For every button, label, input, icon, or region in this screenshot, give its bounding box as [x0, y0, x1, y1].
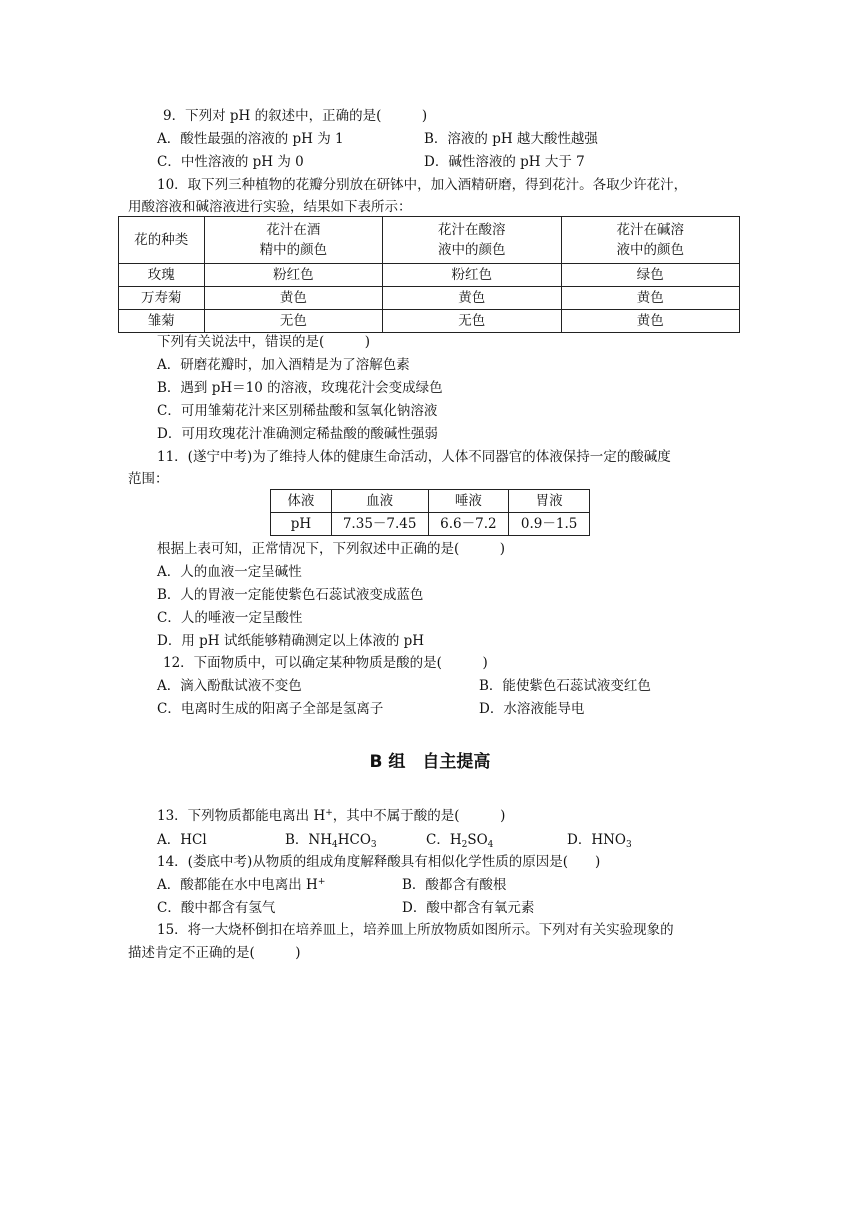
table-cell: 绿色 [561, 264, 739, 287]
table-row [271, 513, 590, 536]
q10-question: 下列有关说法中，错误的是( ) [157, 334, 371, 350]
q13-option-c: C．$H_2SO_4$ [426, 832, 494, 850]
q11-question: 根据上表可知，正常情况下，下列叙述中正确的是( ) [157, 541, 506, 557]
q15-stem-line1: 15．将一大烧杯倒扣在培养皿上，培养皿上所放物质如图所示。下列对有关实验现象的 [157, 922, 674, 938]
table-row [119, 264, 740, 287]
q9-option-b: B．溶液的 pH 越大酸性越强 [424, 131, 598, 147]
q9-option-a: A．酸性最强的溶液的 pH 为 1 [157, 131, 344, 147]
q9-option-c: C．中性溶液的 pH 为 0 [157, 154, 304, 170]
table-cell: 雏菊 [119, 310, 205, 333]
q12-stem: 12．下面物质中，可以确定某种物质是酸的是( ) [163, 655, 488, 671]
table-header-cell: 唾液 [428, 490, 509, 513]
q12-option-a: A．滴入酚酞试液不变色 [157, 678, 302, 694]
flower-color-table [118, 216, 740, 333]
q15-stem-line2: 描述肯定不正确的是( ) [128, 945, 301, 961]
q9-option-d: D．碱性溶液的 pH 大于 7 [424, 154, 585, 170]
table-header-cell: 花的种类 [119, 217, 205, 264]
table-cell: 黄色 [561, 287, 739, 310]
table-cell: 0.9－1.5 [509, 513, 590, 536]
q11-option-a: A．人的血液一定呈碱性 [157, 564, 302, 580]
table-cell: 玫瑰 [119, 264, 205, 287]
q11-option-d: D．用 pH 试纸能够精确测定以上体液的 pH [157, 633, 425, 649]
table-header-cell: 体液 [271, 490, 332, 513]
q13-option-a: A．HCl [157, 832, 207, 848]
q11-option-c: C．人的唾液一定呈酸性 [157, 610, 303, 626]
table-row [119, 287, 740, 310]
q10-stem-line2: 用酸溶液和碱溶液进行实验，结果如下表所示： [128, 199, 412, 215]
table-header-cell: 胃液 [509, 490, 590, 513]
q10-option-b: B．遇到 pH＝10 的溶液，玫瑰花汁会变成绿色 [157, 380, 443, 396]
table-cell: 7.35－7.45 [331, 513, 428, 536]
table-cell: 粉红色 [204, 264, 382, 287]
q12-option-c: C．电离时生成的阳离子全部是氢离子 [157, 701, 384, 717]
table-cell: 黄色 [204, 287, 382, 310]
section-b-heading: B 组 自主提高 [369, 752, 491, 772]
table-header-cell: 花汁在碱溶 液中的颜色 [561, 217, 739, 264]
table-cell: 黄色 [383, 287, 561, 310]
table-cell: 6.6－7.2 [428, 513, 509, 536]
table-cell: 粉红色 [383, 264, 561, 287]
q9-stem: 9．下列对 pH 的叙述中，正确的是( ) [163, 108, 428, 124]
table-header-cell: 花汁在酒 精中的颜色 [204, 217, 382, 264]
q11-stem-line1: 11．(遂宁中考)为了维持人体的健康生命活动，人体不同器官的体液保持一定的酸碱度 [157, 449, 671, 465]
table-row [271, 490, 590, 513]
table-cell: pH [271, 513, 332, 536]
q10-option-c: C．可用雏菊花汁来区别稀盐酸和氢氧化钠溶液 [157, 403, 438, 419]
table-cell: 黄色 [561, 310, 739, 333]
q14-stem: 14．(娄底中考)从物质的组成角度解释酸具有相似化学性质的原因是( ) [157, 854, 601, 870]
q11-stem-line2: 范围： [128, 471, 169, 487]
table-cell: 万寿菊 [119, 287, 205, 310]
q10-option-d: D．可用玫瑰花汁准确测定稀盐酸的酸碱性强弱 [157, 426, 438, 442]
table-row [119, 310, 740, 333]
q12-option-b: B．能使紫色石蕊试液变红色 [479, 678, 651, 694]
table-header-row [119, 217, 740, 264]
q10-option-a: A．研磨花瓣时，加入酒精是为了溶解色素 [157, 357, 410, 373]
table-cell: 无色 [383, 310, 561, 333]
q13-option-d: D．$HNO_3$ [567, 832, 632, 850]
body-fluid-ph-table [270, 489, 590, 536]
table-cell: 无色 [204, 310, 382, 333]
q13-option-b: B．$NH_4HCO_3$ [285, 832, 377, 850]
q14-option-a: A．酸都能在水中电离出 H+ [157, 877, 326, 893]
q11-option-b: B．人的胃液一定能使紫色石蕊试液变成蓝色 [157, 587, 424, 603]
table-header-cell: 血液 [331, 490, 428, 513]
q12-option-d: D．水溶液能导电 [479, 701, 585, 717]
q14-option-c: C．酸中都含有氢气 [157, 900, 276, 916]
q14-option-b: B．酸都含有酸根 [402, 877, 507, 893]
q10-stem-line1: 10．取下列三种植物的花瓣分别放在研钵中，加入酒精研磨，得到花汁。各取少许花汁， [157, 177, 688, 193]
q14-option-d: D．酸中都含有氧元素 [402, 900, 535, 916]
q13-stem: 13．下列物质都能电离出 H+，其中不属于酸的是( ) [157, 808, 506, 824]
table-header-cell: 花汁在酸溶 液中的颜色 [383, 217, 561, 264]
